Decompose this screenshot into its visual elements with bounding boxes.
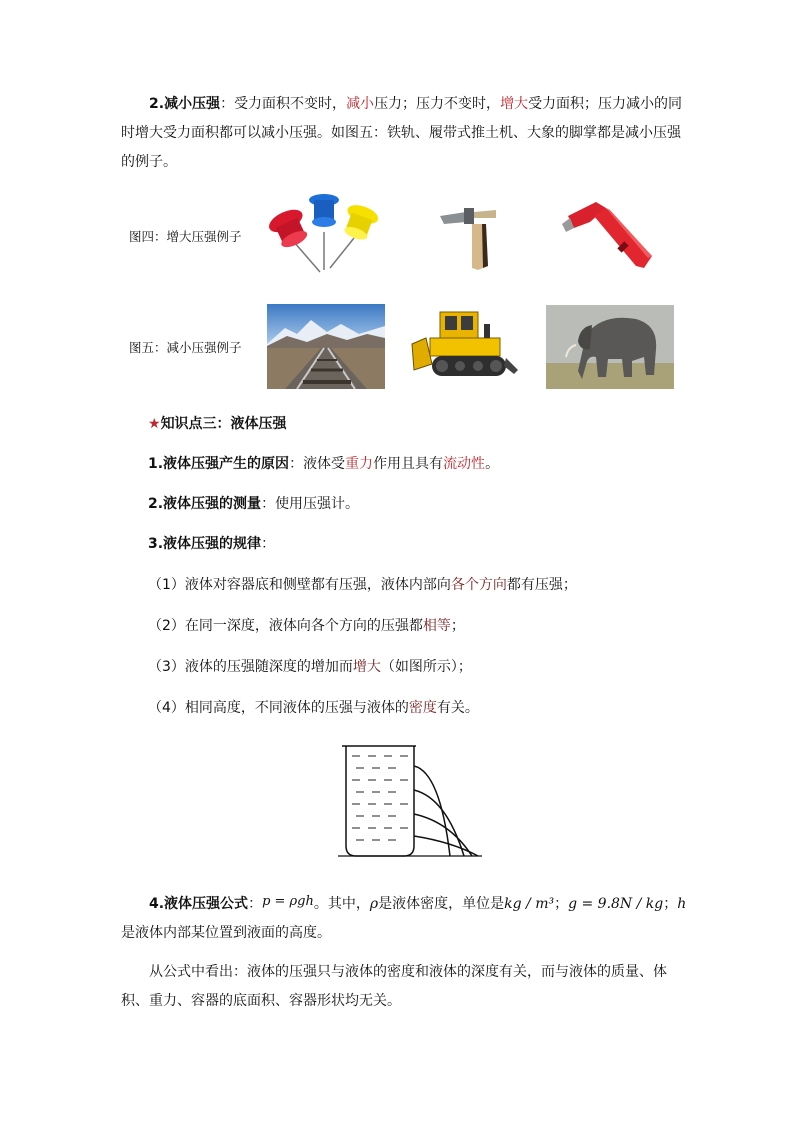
section2-paragraph: 2.减小压强：受力面积不变时，减小压力；压力不变时，增大受力面积；压力减小的同时增大受力面积都可以减小压强。如图五：铁轨、履带式推土机、大象的脚掌都是减小压强的例子。: [121, 96, 683, 170]
rule-1: （1）液体对容器底和侧壁都有压强，液体内部向各个方向都有压强；: [148, 577, 577, 593]
rule-3: （3）液体的压强随深度的增加而增大（如图所示）；: [148, 659, 472, 675]
section2-title: 减小压强: [164, 96, 221, 112]
axe-image: [436, 204, 502, 272]
highlight-reduce: 减小: [346, 96, 375, 112]
railway-image: [267, 304, 385, 389]
kp3-heading: [148, 413, 287, 435]
pushpins-image: [268, 192, 386, 274]
item4-paragraph: 4.液体压强公式：p = ρgh。其中，ρ是液体密度，单位是kg / m³；g = 9.8N / kg；h是液体内部某位置到液面的高度。: [121, 894, 687, 941]
section2-number: 2.: [149, 96, 165, 112]
highlight-increase: 增大: [500, 96, 529, 112]
liquid-pressure-diagram: [338, 742, 484, 860]
pressure-formula: p = ρgh: [262, 894, 314, 909]
density-unit: kg / m³: [504, 896, 555, 912]
item2-line: 2.液体压强的测量：使用压强计。: [148, 496, 360, 512]
item3-line: 3.液体压强的规律：: [148, 536, 276, 552]
conclusion-paragraph: 从公式中看出：液体的压强只与液体的密度和液体的深度有关，而与液体的质量、体积、重力、容器的底面积、容器形状均无关。: [121, 964, 667, 1009]
item1-line: 1.液体压强产生的原因：液体受重力作用且具有流动性。: [148, 456, 500, 472]
bulldozer-image: [410, 308, 522, 380]
safety-hammer-image: [560, 196, 656, 274]
kp3-title: 知识点三：液体压强: [160, 416, 287, 432]
star-icon: ★: [148, 416, 161, 432]
rule-2: （2）在同一深度，液体向各个方向的压强都相等；: [148, 618, 465, 634]
rule-4: （4）相同高度，不同液体的压强与液体的密度有关。: [148, 700, 479, 716]
fig5-caption: 图五：减小压强例子: [129, 340, 242, 355]
elephant-image: [546, 305, 674, 389]
gravity-constant: g = 9.8N / kg: [568, 896, 664, 912]
fig4-caption: 图四：增大压强例子: [129, 229, 242, 244]
